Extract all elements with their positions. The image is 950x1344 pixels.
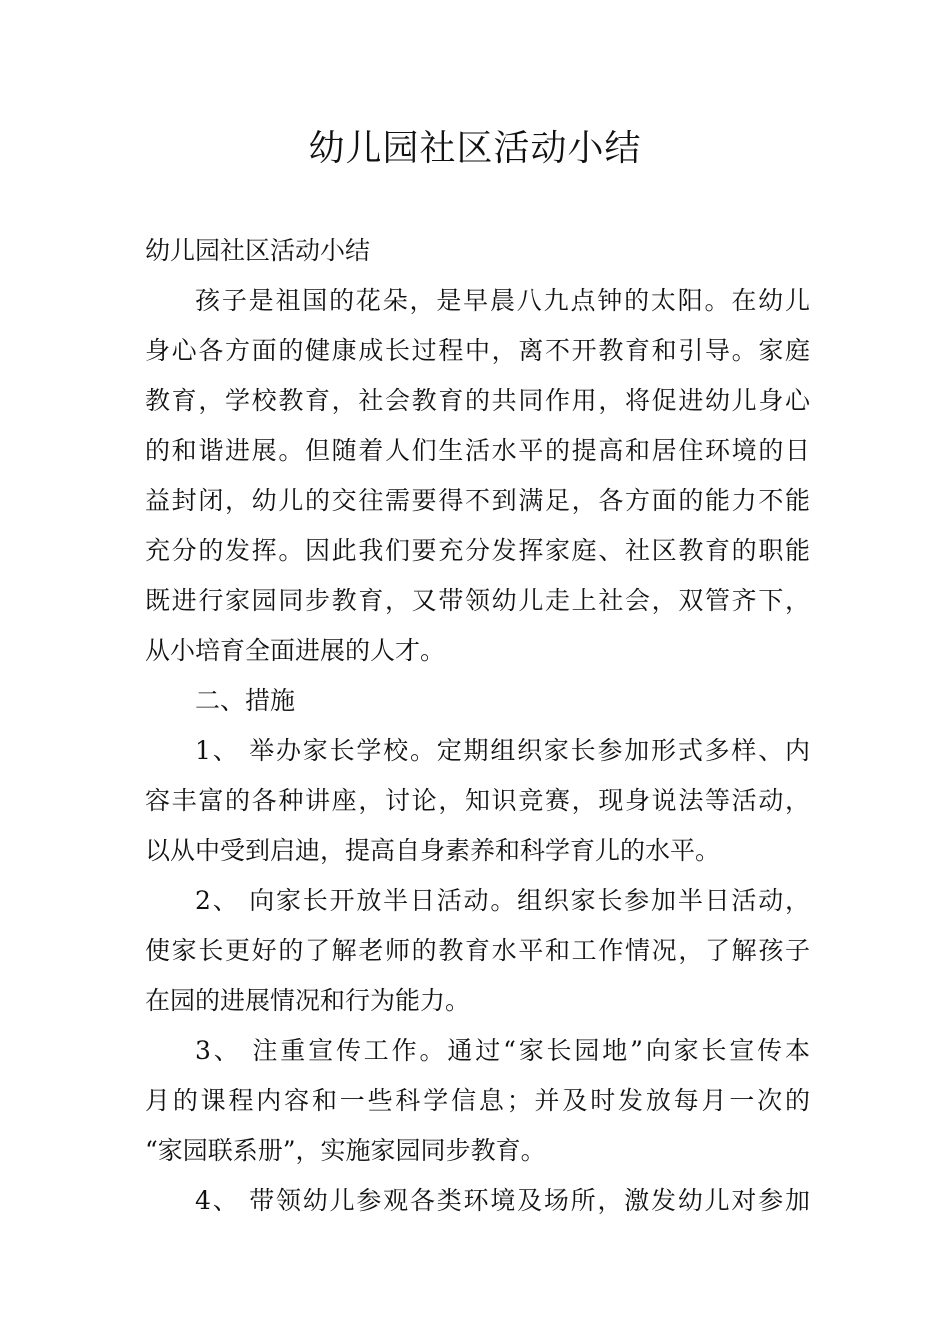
- text-line: 1、 举办家长学校。定期组织家长参加形式多样、内: [195, 736, 810, 765]
- text-line: 益封闭，幼儿的交往需要得不到满足，各方面的能力不能: [145, 486, 810, 515]
- text-line: 既进行家园同步教育，又带领幼儿走上社会，双管齐下，: [145, 586, 810, 615]
- document-title: 幼儿园社区活动小结: [308, 128, 642, 169]
- text-line: 在园的进展情况和行为能力。: [145, 986, 471, 1015]
- text-line: 使家长更好的了解老师的教育水平和工作情况，了解孩子: [145, 936, 810, 965]
- text-line: 2、 向家长开放半日活动。组织家长参加半日活动，: [195, 886, 810, 915]
- text-line: 的和谐进展。但随着人们生活水平的提高和居住环境的日: [145, 436, 810, 465]
- text-line: 二、措施: [195, 686, 296, 715]
- text-line: 孩子是祖国的花朵，是早晨八九点钟的太阳。在幼儿: [195, 286, 810, 315]
- text-line: 以从中受到启迪，提高自身素养和科学育儿的水平。: [145, 836, 721, 865]
- text-line: 幼儿园社区活动小结: [145, 236, 371, 265]
- text-line: 充分的发挥。因此我们要充分发挥家庭、社区教育的职能: [145, 536, 810, 565]
- document-body: [145, 226, 810, 1226]
- text-line: 从小培育全面进展的人才。: [145, 636, 446, 665]
- text-line: 身心各方面的健康成长过程中，离不开教育和引导。家庭: [145, 336, 810, 365]
- text-line: 月的课程内容和一些科学信息；并及时发放每月一次的: [145, 1086, 810, 1115]
- text-line: 4、 带领幼儿参观各类环境及场所，激发幼儿对参加: [195, 1186, 810, 1215]
- text-line: 教育，学校教育，社会教育的共同作用，将促进幼儿身心: [145, 386, 810, 415]
- text-line: “家园联系册”，实施家园同步教育。: [145, 1136, 546, 1165]
- text-line: 3、 注重宣传工作。通过“家长园地”向家长宣传本: [195, 1036, 810, 1065]
- text-line: 容丰富的各种讲座，讨论，知识竞赛，现身说法等活动，: [145, 786, 810, 815]
